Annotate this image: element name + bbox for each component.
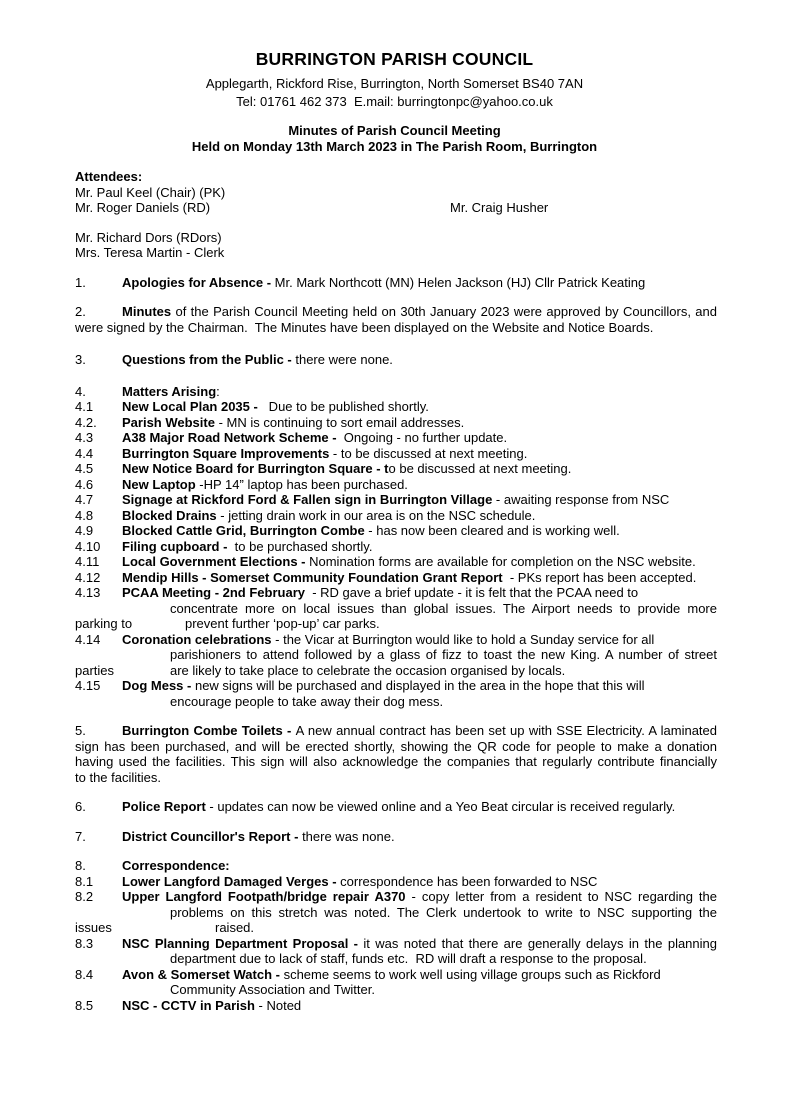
body-text: were signed by the Chairman. The Minutes have been displayed on the Website and Notice Boards.: [75, 319, 654, 335]
document-line: [0, 647, 789, 663]
body-text: to the facilities.: [75, 769, 161, 785]
text-run: [170, 982, 375, 998]
text-run: [75, 492, 93, 508]
text-run: [170, 951, 647, 967]
bold-text: Blocked Cattle Grid, Burrington Combe: [122, 523, 365, 538]
document-line: [0, 951, 789, 967]
document-line: [0, 320, 789, 336]
body-text: Mr. Mark Northcott (MN) Helen Jackson (HJ) Cllr Patrick Keating: [274, 274, 646, 290]
text-run: [122, 829, 395, 845]
body-text: prevent further ‘pop-up’ car parks.: [185, 616, 380, 631]
bold-text: Dog Mess -: [122, 678, 195, 693]
document-line: [0, 616, 789, 632]
text-run: [170, 905, 717, 921]
document-line: [0, 663, 789, 679]
text-run: [75, 430, 93, 446]
text-run: [170, 694, 443, 710]
body-text: Mr. Roger Daniels (RD): [75, 200, 211, 215]
body-text: 4.9: [75, 523, 94, 538]
text-run: [75, 799, 86, 815]
text-run: [122, 554, 696, 570]
body-text: - PKs report has been accepted.: [506, 569, 697, 585]
text-run: [122, 477, 408, 493]
bold-text: Parish Website: [122, 414, 215, 430]
body-text: correspondence has been forwarded to NSC: [340, 873, 598, 889]
text-run: [75, 508, 93, 524]
body-text: 6.: [75, 799, 86, 814]
bold-text: Coronation celebrations: [122, 631, 272, 647]
text-run: [75, 539, 100, 555]
document-line: [0, 554, 789, 570]
document-line: [0, 905, 789, 921]
body-text: Mr. Richard Dors (RDors): [75, 229, 222, 245]
text-run: [122, 998, 301, 1014]
document-line: [0, 230, 789, 246]
text-run: [75, 967, 93, 983]
body-text: issues: [75, 920, 112, 935]
body-text: 4.6: [75, 476, 94, 492]
document-line: [0, 678, 789, 694]
text-run: [75, 663, 114, 679]
text-run: [75, 230, 222, 246]
bold-text: Correspondence:: [122, 858, 230, 873]
bold-text: PCAA Meeting - 2nd February: [122, 585, 309, 600]
document-line: [0, 770, 789, 786]
body-text: 2.: [75, 304, 86, 319]
document-line: [0, 275, 789, 291]
minutes-heading: Minutes of Parish Council Meeting: [288, 123, 501, 138]
body-text: parties: [75, 662, 115, 678]
text-run: [122, 936, 717, 952]
text-run: [75, 461, 93, 477]
bold-text: Burrington Square Improvements: [122, 445, 330, 461]
bold-text: NSC Planning Department Proposal -: [122, 935, 364, 951]
body-text: 4.7: [75, 492, 94, 507]
document-line: [0, 245, 789, 261]
document-line: [0, 694, 789, 710]
body-text: 8.2: [75, 889, 94, 904]
bold-text: New Laptop: [122, 476, 196, 492]
text-run: [75, 570, 100, 586]
text-run: [75, 829, 86, 845]
text-run: [75, 415, 97, 431]
document-line: [0, 352, 789, 368]
text-run: [122, 570, 696, 586]
body-text: encourage people to take away their dog mess.: [170, 693, 444, 709]
body-text: 4.14: [75, 631, 101, 647]
bold-text: Apologies for Absence -: [122, 274, 275, 290]
body-text: 3.: [75, 352, 86, 367]
document-line: [0, 723, 789, 739]
text-run: [170, 601, 717, 617]
body-text: 4.: [75, 383, 86, 399]
document-line: [0, 508, 789, 524]
text-run: [122, 399, 429, 415]
document-line: [0, 523, 789, 539]
document-line: [0, 477, 789, 493]
document-line: [0, 920, 789, 936]
text-run: [75, 352, 86, 368]
text-run: [122, 539, 372, 555]
text-run: [122, 384, 220, 400]
text-run: [75, 723, 86, 739]
body-text: 8.3: [75, 935, 94, 951]
text-run: [450, 200, 548, 216]
document-line: [0, 585, 789, 601]
document-line: [0, 982, 789, 998]
page-title: BURRINGTON PARISH COUNCIL: [255, 49, 534, 69]
bold-text: District Councillor's Report -: [122, 828, 303, 844]
text-run: [75, 754, 717, 770]
body-text: Nomination forms are available for completion on the NSC website.: [309, 554, 696, 569]
bold-text: Minutes: [122, 304, 172, 319]
meeting-date-heading: Held on Monday 13th March 2023 in The Parish Room, Burrington: [191, 139, 598, 154]
body-text: Mrs. Teresa Martin - Clerk: [75, 245, 225, 260]
text-run: [75, 554, 99, 570]
body-text: 8.1: [75, 873, 94, 889]
text-run: [75, 678, 100, 694]
text-run: [75, 320, 653, 336]
text-run: [75, 936, 93, 952]
body-text: Community Association and Twitter.: [170, 982, 375, 997]
text-run: [185, 616, 380, 632]
bold-text: Mendip Hills - Somerset Community Foundation Grant Report: [122, 569, 507, 585]
body-text: - the Vicar at Burrington would like to hold a Sunday service for all: [271, 631, 655, 647]
body-text: 4.13: [75, 585, 101, 600]
body-text: Mr. Paul Keel (Chair) (PK): [75, 184, 226, 200]
text-run: [122, 874, 597, 890]
bold-text: Police Report: [122, 799, 206, 814]
text-run: [122, 632, 654, 648]
document-line: [0, 829, 789, 845]
body-text: 8.4: [75, 966, 94, 982]
body-text: having used the facilities. This sign will also acknowledge the companies that regularly contribute financially: [75, 754, 717, 769]
text-run: [75, 304, 86, 320]
text-run: [122, 415, 464, 431]
bold-text: Burrington Combe Toilets -: [122, 723, 296, 738]
text-run: [122, 858, 230, 874]
body-text: parishioners to attend followed by a glass of fizz to toast the new King. A number of street: [170, 647, 717, 662]
bold-text: A38 Major Road Network Scheme -: [122, 430, 341, 445]
text-run: [122, 585, 638, 601]
text-run: [75, 739, 717, 755]
body-text: 4.15: [75, 678, 101, 693]
body-text: new signs will be purchased and displayed in the area in the hope that this will: [194, 678, 645, 693]
body-text: 4.11: [75, 554, 100, 569]
text-run: [215, 920, 254, 936]
document-line: [0, 384, 789, 400]
body-text: - copy letter from a resident to NSC regarding the: [405, 889, 718, 904]
text-run: [122, 352, 393, 368]
body-text: sign has been purchased, and will be erected shortly, showing the QR code for people to make a donation: [75, 738, 717, 754]
body-text: 4.5: [75, 461, 94, 476]
text-run: [75, 245, 224, 261]
body-text: - RD gave a brief update - it is felt that the PCAA need to: [308, 585, 639, 600]
text-run: [122, 446, 527, 462]
body-text: 1.: [75, 274, 86, 290]
body-text: there was none.: [302, 828, 395, 844]
body-text: to be purchased shortly.: [231, 538, 373, 554]
text-run: [75, 200, 210, 216]
bold-text: Signage at Rickford Ford & Fallen sign in Burrington Village: [122, 492, 493, 507]
contact-line: Tel: 01761 462 373 E.mail: burringtonpc@yahoo.co.uk: [236, 94, 553, 109]
body-text: Ongoing - no further update.: [340, 430, 508, 445]
text-run: [170, 663, 565, 679]
text-run: [75, 770, 161, 786]
document-line: [0, 936, 789, 952]
document-line: [0, 570, 789, 586]
body-text: department due to lack of staff, funds etc. RD will draft a response to the proposal.: [170, 951, 647, 966]
bold-text: Upper Langford Footpath/bridge repair A370: [122, 889, 406, 904]
text-run: [75, 874, 93, 890]
body-text: 4.3: [75, 430, 94, 445]
text-run: [122, 678, 644, 694]
body-text: parking to: [75, 616, 133, 631]
bold-text: NSC - CCTV in Parish: [122, 997, 255, 1013]
document-line: [0, 632, 789, 648]
body-text: scheme seems to work well using village groups such as Rickford: [283, 966, 661, 982]
document-line: [0, 200, 789, 216]
text-run: [122, 461, 571, 477]
text-run: [122, 275, 645, 291]
document-line: [0, 998, 789, 1014]
bold-text: New Local Plan 2035 -: [122, 399, 262, 414]
body-text: 4.10: [75, 538, 101, 554]
document-line: [0, 539, 789, 555]
document-line: [0, 739, 789, 755]
document-line: [0, 889, 789, 905]
body-text: of the Parish Council Meeting held on 30th January 2023 were approved by Councillors, and: [171, 304, 717, 319]
body-text: - Noted: [254, 997, 302, 1013]
body-text: 4.8: [75, 507, 94, 523]
address-line: Applegarth, Rickford Rise, Burrington, North Somerset BS40 7AN: [205, 76, 584, 91]
text-run: [122, 492, 669, 508]
body-text: problems on this stretch was noted. The Clerk undertook to write to NSC supporting the: [170, 904, 717, 920]
document-line: [0, 492, 789, 508]
document-line: [0, 430, 789, 446]
text-run: [75, 616, 132, 632]
text-run: [75, 858, 86, 874]
body-text: Due to be published shortly.: [261, 399, 429, 414]
body-text: 5.: [75, 723, 86, 738]
text-run: [75, 585, 100, 601]
text-run: [75, 399, 93, 415]
body-text: - to be discussed at next meeting.: [329, 445, 528, 461]
bold-text: Blocked Drains: [122, 507, 217, 523]
text-run: [122, 799, 675, 815]
text-run: [122, 508, 535, 524]
text-run: [75, 275, 86, 291]
body-text: - jetting drain work in our area is on the NSC schedule.: [216, 507, 536, 523]
bold-text: Matters Arising: [122, 383, 217, 399]
body-text: o be discussed at next meeting.: [388, 461, 572, 476]
text-run: [75, 185, 225, 201]
body-text: 4.12: [75, 569, 101, 585]
body-text: A new annual contract has been set up with SSE Electricity. A laminated: [295, 723, 718, 738]
text-run: [75, 477, 93, 493]
body-text: Mr. Craig Husher: [450, 200, 549, 215]
document-line: [0, 461, 789, 477]
document-line: [0, 754, 789, 770]
document-line: [0, 858, 789, 874]
text-run: [75, 446, 93, 462]
body-text: 8.: [75, 858, 86, 873]
document-line: [0, 601, 789, 617]
text-run: [75, 889, 93, 905]
document-line: [0, 799, 789, 815]
text-run: [122, 967, 661, 983]
body-text: 4.1: [75, 399, 94, 414]
document-line: [0, 399, 789, 415]
bold-text: Filing cupboard -: [122, 538, 232, 554]
body-text: 7.: [75, 828, 86, 844]
body-text: - has now been cleared and is working well.: [364, 523, 620, 538]
document-line: [0, 415, 789, 431]
body-text: - updates can now be viewed online and a Yeo Beat circular is received regularly.: [205, 799, 676, 814]
text-run: [75, 920, 112, 936]
document-line: [0, 874, 789, 890]
body-text: 4.2.: [75, 414, 97, 430]
body-text: 4.4: [75, 445, 94, 461]
bold-text: Attendees:: [75, 169, 143, 184]
body-text: -HP 14” laptop has been purchased.: [195, 476, 408, 492]
document-line: [0, 304, 789, 320]
document-header: [0, 0, 789, 155]
bold-text: Local Government Elections -: [122, 554, 310, 569]
bold-text: Lower Langford Damaged Verges -: [122, 873, 341, 889]
document-line: [0, 446, 789, 462]
body-text: - MN is continuing to sort email addresses.: [214, 414, 465, 430]
body-text: raised.: [215, 920, 255, 935]
bold-text: Questions from the Public -: [122, 352, 296, 367]
text-run: [75, 384, 86, 400]
body-text: there were none.: [295, 352, 393, 367]
body-text: - awaiting response from NSC: [492, 492, 670, 507]
body-text: :: [216, 383, 220, 399]
body-text: concentrate more on local issues than global issues. The Airport needs to provide more: [170, 600, 717, 616]
bold-text: Avon & Somerset Watch -: [122, 966, 284, 982]
document-line: [0, 967, 789, 983]
text-run: [75, 998, 93, 1014]
text-run: [122, 889, 717, 905]
document-body: [0, 169, 789, 1013]
bold-text: New Notice Board for Burrington Square - t: [122, 461, 389, 476]
text-run: [170, 647, 717, 663]
text-run: [122, 523, 620, 539]
text-run: [75, 169, 142, 185]
document-line: [0, 185, 789, 201]
body-text: it was noted that there are generally delays in the planning: [363, 935, 717, 951]
body-text: are likely to take place to celebrate the occasion organised by locals.: [170, 662, 566, 678]
text-run: [122, 723, 717, 739]
text-run: [75, 523, 93, 539]
text-run: [122, 304, 717, 320]
document-line: [0, 169, 789, 185]
body-text: 8.5: [75, 997, 94, 1013]
text-run: [75, 632, 100, 648]
text-run: [122, 430, 507, 446]
